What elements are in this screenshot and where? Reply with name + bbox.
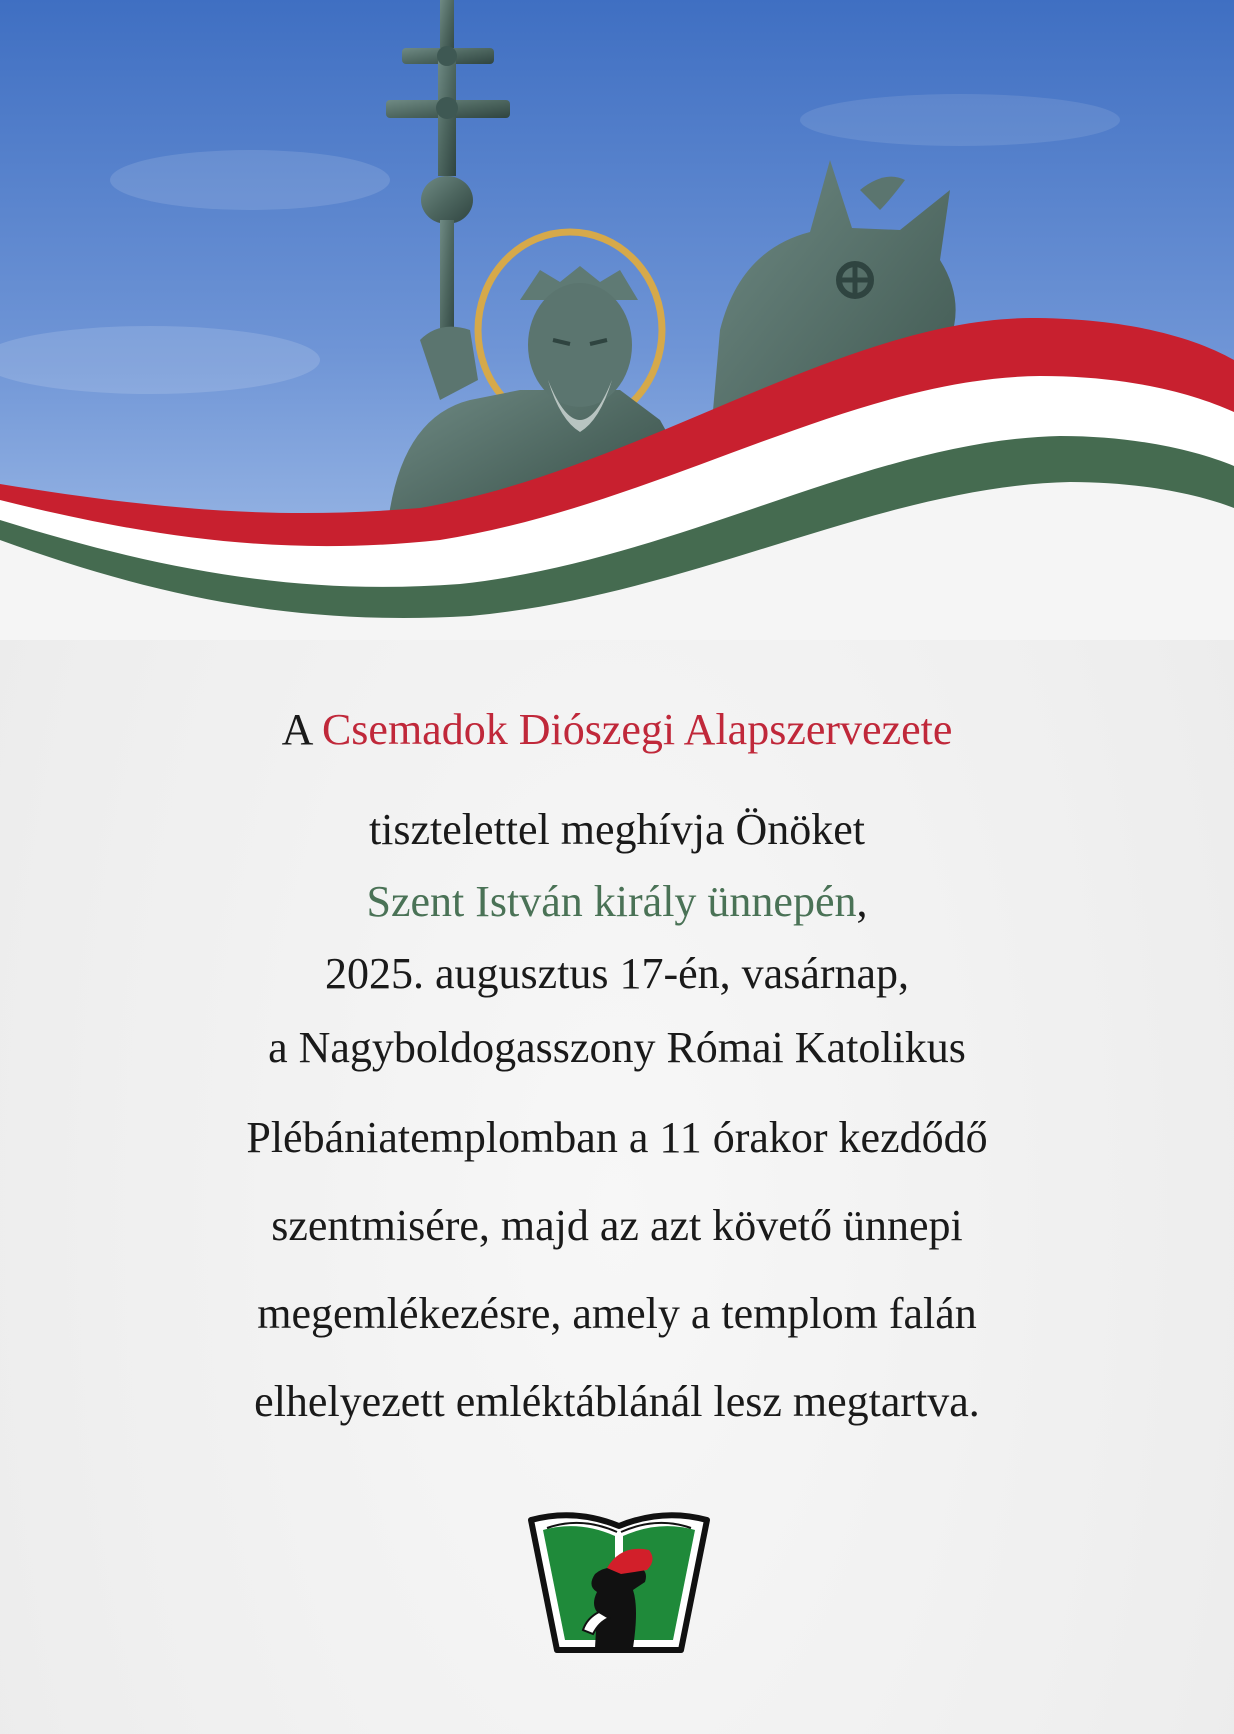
event-name-comma: , [856,877,868,926]
event-name: Szent István király ünnepén [366,877,857,926]
invitation-line-date: 2025. augusztus 17-én, vasárnap, [324,949,910,998]
line-prefix: A [281,705,322,754]
invitation-line-program-1: szentmisére, majd az azt követő ünnepi [271,1201,963,1250]
invitation-text [60,700,1174,1432]
invitation-line-event [60,872,1174,932]
invitation-line-location-1: a Nagyboldogasszony Római Katolikus [268,1023,966,1072]
organization-name: Csemadok Diószegi Alapszervezete [321,705,953,754]
invitation-line-program-2: megemlékezésre, amely a templom falán [257,1289,977,1338]
hero-image [0,0,1234,640]
invitation-line-program-3: elhelyezett emléktáblánál lesz megtartva. [254,1377,980,1426]
invitation-line-location-2: Plébániatemplomban a 11 órakor kezdődő [246,1113,988,1162]
csemadok-logo-icon [525,1508,713,1658]
invitation-line-organization [60,700,1174,760]
invitation-line-invite: tisztelettel meghívja Önöket [368,805,866,854]
